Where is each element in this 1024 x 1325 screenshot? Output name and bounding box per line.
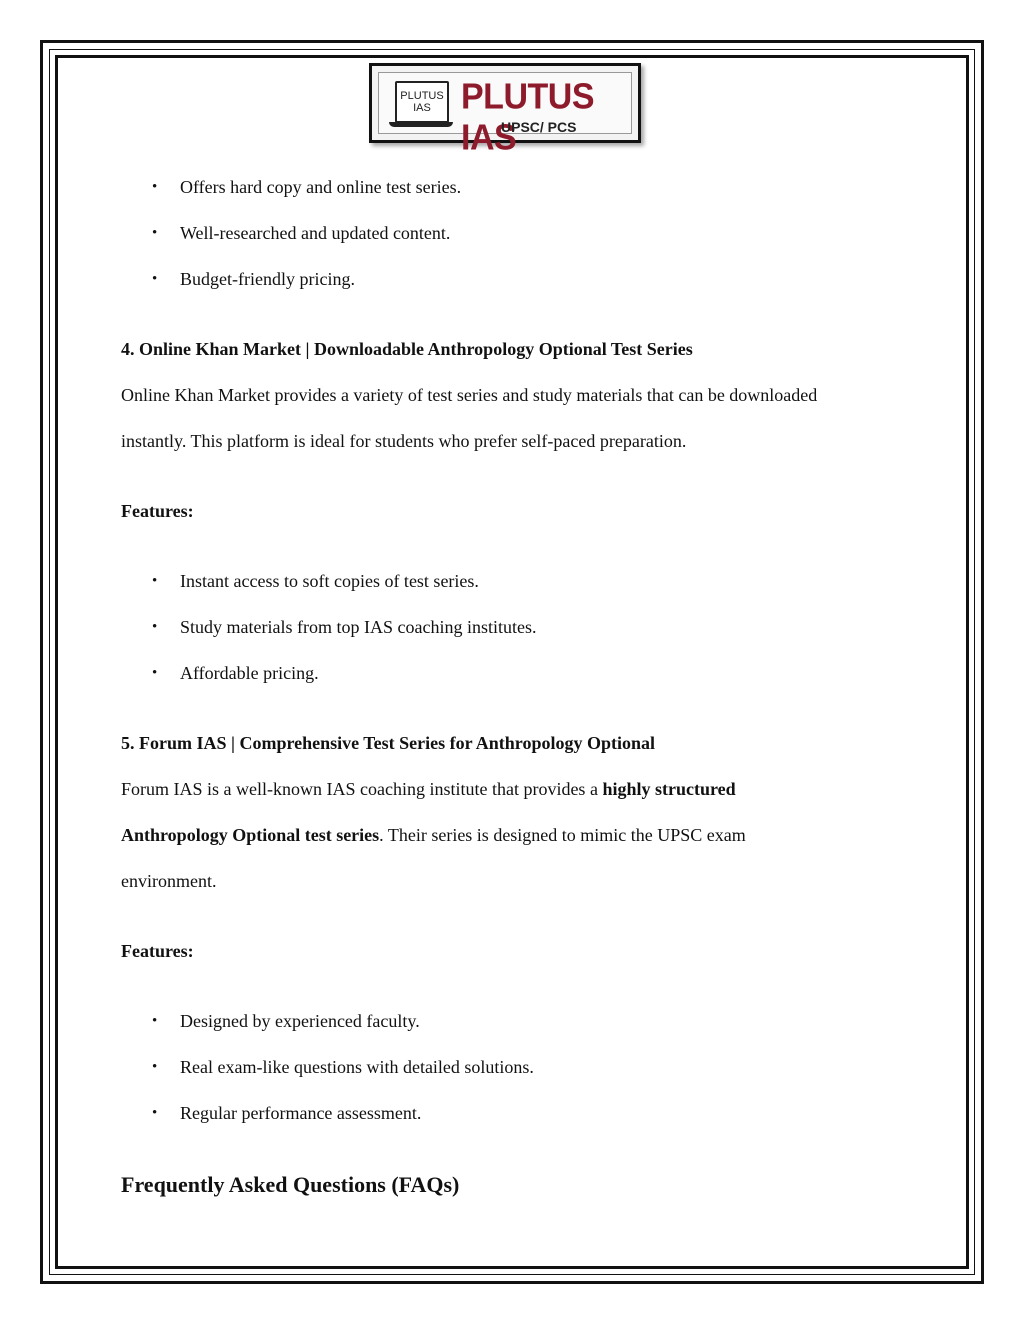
section-5-paragraph-line-3: environment. [121,871,217,891]
faq-heading: Frequently Asked Questions (FAQs) [121,1172,460,1197]
plutus-ias-logo [369,63,641,158]
logo-brand-text: PLUTUS IAS [461,77,594,158]
list-item: • Regular performance assessment. [180,1102,421,1124]
list-item: • Real exam-like questions with detailed solutions. [180,1056,534,1078]
section-5-paragraph-line-2 [121,824,746,846]
logo-icon-text-1: PLUTUS [400,90,444,102]
section-5-heading: 5. Forum IAS | Comprehensive Test Series for Anthropology Optional [121,733,656,753]
section-4-features-label: Features: [121,501,194,521]
laptop-base [389,122,453,127]
list-item: • Designed by experienced faculty. [180,1010,420,1032]
paragraph-bold-text: Anthropology Optional test series [121,825,380,845]
paragraph-bold-text: highly structured [602,779,736,799]
list-item: • Budget-friendly pricing. [180,268,355,290]
list-item: • Offers hard copy and online test series. [180,176,461,198]
laptop-icon [389,81,453,131]
paragraph-text: . Their series is designed to mimic the UPSC exam [379,825,746,845]
paragraph-text: Forum IAS is a well-known IAS coaching institute that provides a [121,779,603,799]
list-item: • Well-researched and updated content. [180,222,450,244]
list-item: • Affordable pricing. [180,662,319,684]
section-4-heading: 4. Online Khan Market | Downloadable Anthropology Optional Test Series [121,339,693,359]
section-5-paragraph-line-1 [121,778,736,800]
section-4-paragraph-line-1: Online Khan Market provides a variety of test series and study materials that can be downloaded [121,385,818,405]
logo-tagline: UPSC/ PCS [501,119,577,135]
logo-panel [378,72,632,158]
list-item: • Instant access to soft copies of test series. [180,570,479,592]
logo-icon-text-2: IAS [413,102,431,114]
section-4-paragraph-line-2: instantly. This platform is ideal for students who prefer self-paced preparation. [121,431,687,451]
section-5-features-label: Features: [121,941,194,961]
laptop-screen [395,81,449,123]
list-item: • Study materials from top IAS coaching institutes. [180,616,536,638]
